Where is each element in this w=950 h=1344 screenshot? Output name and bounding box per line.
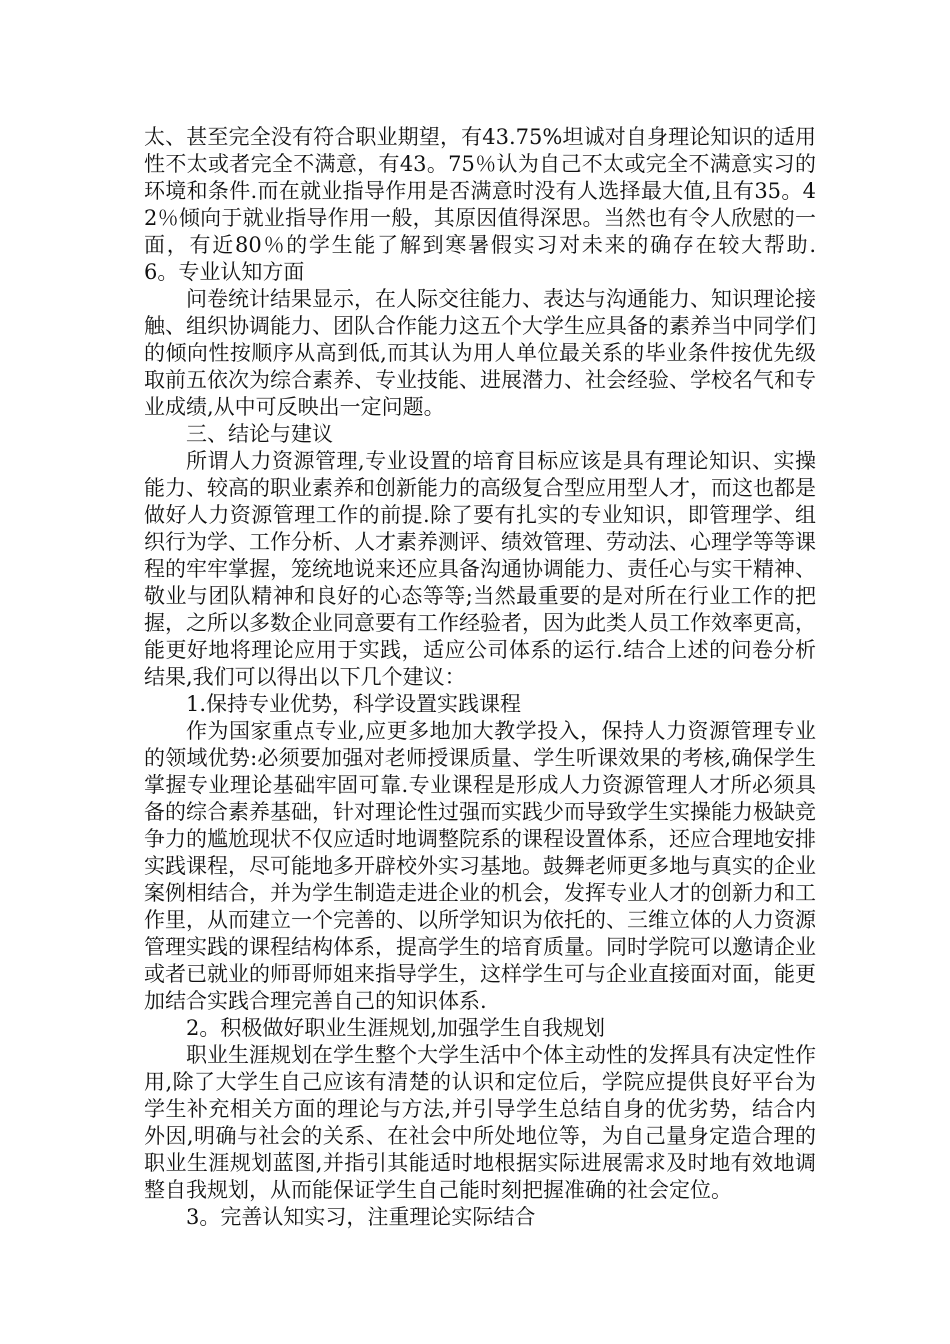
subheading-suggestion-2: 2。积极做好职业生涯规划,加强学生自我规划 (186, 1016, 606, 1040)
paragraph-survey-results-continued: 太、甚至完全没有符合职业期望，有43.75%坦诚对自身理论知识的适用性不太或者完全不满意，有43。75％认为自己不太或完全不满意实习的环境和条件.而在就业指导作用是否满意时没有人选择最大值,且有35。42％倾向于就业指导作用一般，其原因值得深思。当然也有令人欣慰的一面，有近80％的学生能了解到寒暑假实习对未来的确存在较大帮助. 6。专业认知方面 (144, 125, 921, 284)
paragraph-suggestion-2: 职业生涯规划在学生整个大学生活中个体主动性的发挥具有决定性作用,除了大学生自己应该有清楚的认识和定位后，学院应提供良好平台为学生补充相关方面的理论与方法,并引导学生总结自身的优劣势，结合内外因,明确与社会的关系、在社会中所处地位等，为自己量身定造合理的职业生涯规划蓝图,并指引其能适时地根据实际进展需求及时地有效地调整自我规划，从而能保证学生自己能时刻把握准确的社会定位。 (144, 1043, 816, 1202)
section-heading-conclusions: 三、结论与建议 (186, 422, 333, 446)
paragraph-suggestion-1: 作为国家重点专业,应更多地加大教学投入，保持人力资源管理专业的领域优势:必须要加强对老师授课质量、学生听课效果的考核,确保学生掌握专业理论基础牢固可靠.专业课程是形成人力资源管理人才所必须具备的综合素养基础，针对理论性过强而实践少而导致学生实操能力极缺竞争力的尴尬现状不仅应适时地调整院系的课程设置体系，还应合理地安排实践课程，尽可能地多开辟校外实习基地。鼓舞老师更多地与真实的企业案例相结合，并为学生制造走进企业的机会，发挥专业人才的创新力和工作里，从而建立一个完善的、以所学知识为依托的、三维立体的人力资源管理实践的课程结构体系，提高学生的培育质量。同时学院可以邀请企业或者已就业的师哥师姐来指导学生，这样学生可与企业直接面对面，能更加结合实践合理完善自己的知识体系. (144, 719, 816, 1013)
paragraph-professional-cognition: 问卷统计结果显示，在人际交往能力、表达与沟通能力、知识理论接触、组织协调能力、团队合作能力这五个大学生应具备的素养当中同学们的倾向性按顺序从高到低,而其认为用人单位最关系的毕业条件按优先级取前五依次为综合素养、专业技能、进展潜力、社会经验、学校名气和专业成绩,从中可反映出一定问题。 (144, 287, 816, 419)
subheading-suggestion-3: 3。完善认知实习，注重理论实际结合 (186, 1205, 536, 1229)
document-body (144, 124, 921, 1231)
subheading-suggestion-1: 1.保持专业优势，科学设置实践课程 (186, 692, 522, 716)
paragraph-hr-management-goals: 所谓人力资源管理,专业设置的培育目标应该是具有理论知识、实操能力、较高的职业素养和创新能力的高级复合型应用型人才，而这也都是做好人力资源管理工作的前提.除了要有扎实的专业知识，即管理学、组织行为学、工作分析、人才素养测评、绩效管理、劳动法、心理学等等课程的牢牢掌握，笼统地说来还应具备沟通协调能力、责任心与实干精神、敬业与团队精神和良好的心态等等;当然最重要的是对所在行业工作的把握，之所以多数企业同意要有工作经验者，因为此类人员工作效率更高，能更好地将理论应用于实践，适应公司体系的运行.结合上述的问卷分析结果,我们可以得出以下几个建议： (144, 449, 816, 689)
